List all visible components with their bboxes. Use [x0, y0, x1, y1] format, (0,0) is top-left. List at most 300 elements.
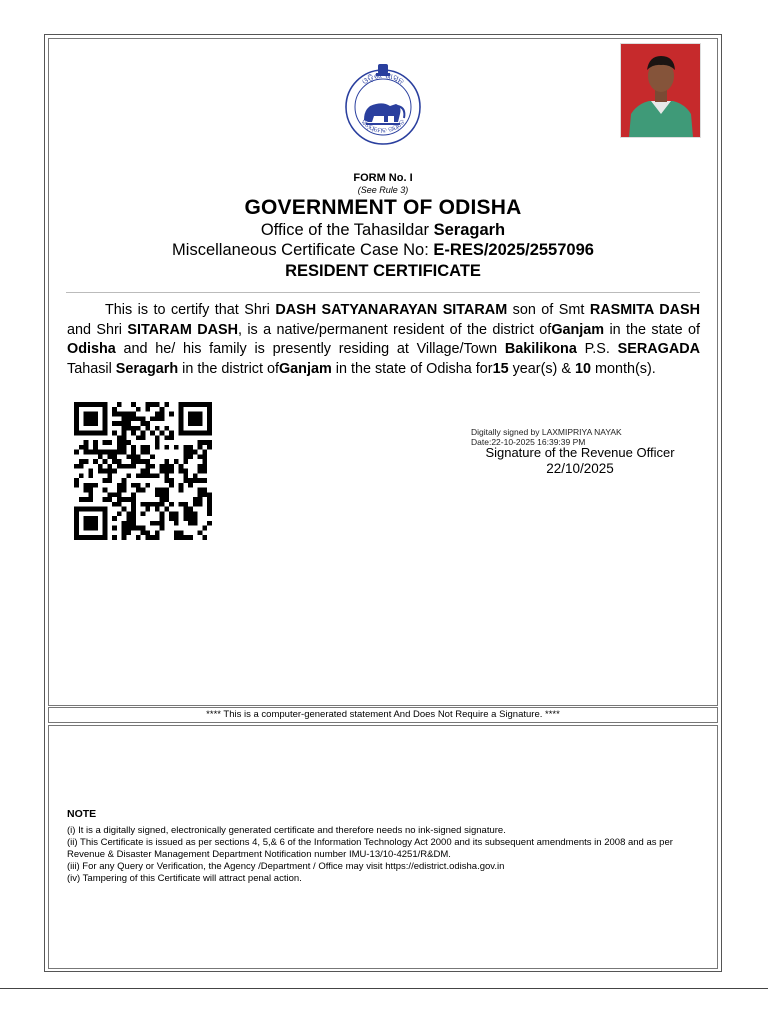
qr-module — [141, 511, 146, 516]
qr-module — [136, 416, 141, 421]
qr-module — [183, 402, 188, 407]
note-item: (i) It is a digitally signed, electronically generated certificate and therefore needs no ink-signed signature. — [67, 825, 506, 836]
qr-module — [103, 450, 108, 455]
qr-module — [160, 464, 165, 469]
qr-module — [131, 459, 136, 464]
qr-module — [88, 473, 93, 478]
qr-module — [126, 473, 131, 478]
qr-module — [202, 431, 207, 436]
signature-label: Signature of the Revenue Officer — [485, 445, 675, 460]
qr-module — [74, 431, 79, 436]
qr-module — [169, 412, 174, 417]
qr-module — [164, 507, 169, 512]
qr-module — [136, 426, 141, 431]
qr-module — [145, 450, 150, 455]
qr-module — [74, 450, 79, 455]
qr-module — [150, 464, 155, 469]
qr-module — [88, 469, 93, 474]
qr-module — [198, 402, 203, 407]
qr-module — [160, 497, 165, 502]
qr-module — [103, 516, 108, 521]
qr-module — [131, 526, 136, 531]
svg-text:ସତ୍ୟମେବ ଜୟତେ — [359, 118, 406, 135]
qr-module — [79, 445, 84, 450]
qr-module — [112, 469, 117, 474]
qr-module — [103, 421, 108, 426]
qr-module — [126, 526, 131, 531]
qr-module — [88, 492, 93, 497]
qr-module — [74, 416, 79, 421]
qr-module — [84, 488, 89, 493]
qr-module — [107, 478, 112, 483]
qr-module — [93, 526, 98, 531]
qr-module — [131, 454, 136, 459]
qr-module — [136, 473, 141, 478]
qr-module — [169, 431, 174, 436]
qr-module — [183, 445, 188, 450]
qr-module — [98, 464, 103, 469]
qr-module — [93, 535, 98, 540]
qr-module — [160, 488, 165, 493]
qr-module — [74, 483, 79, 488]
qr-module — [179, 407, 184, 412]
qr-module — [112, 526, 117, 531]
qr-module — [155, 412, 160, 417]
qr-module — [84, 416, 89, 421]
qr-module — [79, 459, 84, 464]
qr-module — [155, 402, 160, 407]
qr-module — [112, 450, 117, 455]
qr-module — [112, 454, 117, 459]
state-name: Odisha — [67, 341, 116, 357]
qr-module — [160, 526, 165, 531]
qr-module — [122, 426, 127, 431]
qr-module — [117, 412, 122, 417]
qr-module — [141, 421, 146, 426]
qr-module — [141, 445, 146, 450]
note-item: (iv) Tampering of this Certificate will attract penal action. — [67, 873, 302, 884]
qr-module — [103, 526, 108, 531]
qr-module — [74, 426, 79, 431]
qr-module — [198, 416, 203, 421]
qr-module — [112, 502, 117, 507]
qr-module — [179, 416, 184, 421]
qr-module — [145, 502, 150, 507]
qr-module — [103, 459, 108, 464]
qr-module — [93, 416, 98, 421]
qr-module — [160, 502, 165, 507]
qr-module — [164, 478, 169, 483]
qr-module — [107, 454, 112, 459]
qr-module — [93, 516, 98, 521]
header-divider — [66, 292, 700, 293]
qr-module — [193, 511, 198, 516]
qr-module — [117, 421, 122, 426]
qr-module — [193, 521, 198, 526]
qr-module — [145, 402, 150, 407]
body-text: P.S. — [576, 341, 618, 357]
qr-module — [136, 459, 141, 464]
qr-module — [160, 521, 165, 526]
qr-module — [79, 535, 84, 540]
qr-module — [155, 502, 160, 507]
qr-module — [198, 469, 203, 474]
qr-module — [193, 412, 198, 417]
qr-module — [74, 407, 79, 412]
qr-module — [160, 516, 165, 521]
qr-module — [74, 412, 79, 417]
qr-module — [198, 502, 203, 507]
qr-module — [136, 535, 141, 540]
qr-module — [169, 483, 174, 488]
qr-module — [202, 459, 207, 464]
qr-module — [93, 421, 98, 426]
qr-module — [126, 497, 131, 502]
qr-module — [103, 497, 108, 502]
qr-module — [117, 497, 122, 502]
qr-module — [103, 530, 108, 535]
qr-module — [155, 521, 160, 526]
qr-module — [145, 483, 150, 488]
form-number: FORM No. I — [353, 172, 413, 184]
qr-module — [117, 488, 122, 493]
qr-module — [103, 416, 108, 421]
qr-module — [141, 435, 146, 440]
qr-module — [122, 483, 127, 488]
qr-module — [145, 426, 150, 431]
qr-module — [131, 511, 136, 516]
qr-module — [74, 464, 79, 469]
qr-module — [122, 526, 127, 531]
certificate-title: RESIDENT CERTIFICATE — [285, 262, 481, 280]
note-item: (iii) For any Query or Verification, the Agency /Department / Office may visit https://edistrict.odisha.gov.in — [67, 861, 505, 872]
qr-module — [179, 431, 184, 436]
qr-module — [88, 412, 93, 417]
qr-module — [183, 478, 188, 483]
qr-module — [103, 507, 108, 512]
qr-module — [174, 445, 179, 450]
qr-module — [126, 464, 131, 469]
qr-module — [183, 469, 188, 474]
qr-module — [131, 497, 136, 502]
qr-module — [117, 492, 122, 497]
qr-module — [183, 431, 188, 436]
qr-module — [150, 521, 155, 526]
qr-module — [117, 511, 122, 516]
qr-module — [93, 431, 98, 436]
qr-module — [141, 488, 146, 493]
qr-module — [103, 535, 108, 540]
qr-module — [84, 450, 89, 455]
qr-module — [122, 416, 127, 421]
qr-module — [103, 469, 108, 474]
qr-module — [174, 516, 179, 521]
page-bottom-rule — [0, 988, 768, 989]
qr-module — [141, 526, 146, 531]
qr-module — [202, 478, 207, 483]
district-name: Ganjam — [278, 360, 332, 377]
see-rule-text: (See Rule 3) — [357, 185, 409, 195]
qr-module — [131, 502, 136, 507]
qr-module — [131, 516, 136, 521]
qr-module — [126, 412, 131, 417]
qr-module — [131, 431, 136, 436]
qr-module — [136, 483, 141, 488]
note-list — [67, 825, 707, 885]
qr-module — [126, 530, 131, 535]
qr-module — [207, 507, 212, 512]
qr-module — [207, 407, 212, 412]
qr-module — [122, 535, 127, 540]
qr-module — [141, 450, 146, 455]
qr-module — [84, 421, 89, 426]
qr-module — [160, 469, 165, 474]
body-text: Tahasil — [67, 360, 116, 377]
qr-module — [84, 497, 89, 502]
police-station: SERAGADA — [617, 341, 700, 357]
qr-module — [188, 450, 193, 455]
qr-module — [141, 459, 146, 464]
qr-module — [88, 488, 93, 493]
qr-module — [88, 402, 93, 407]
qr-module — [155, 445, 160, 450]
qr-module — [141, 473, 146, 478]
qr-module — [169, 464, 174, 469]
qr-module — [202, 402, 207, 407]
qr-module — [112, 535, 117, 540]
digital-signed-date: Date:22-10-2025 16:39:39 PM — [471, 437, 586, 447]
qr-module — [160, 407, 165, 412]
qr-module — [93, 445, 98, 450]
qr-module — [84, 445, 89, 450]
qr-module — [93, 521, 98, 526]
office-name: Seragarh — [433, 221, 506, 239]
qr-module — [150, 473, 155, 478]
qr-module — [207, 521, 212, 526]
qr-module — [179, 464, 184, 469]
qr-module — [179, 483, 184, 488]
qr-module — [202, 440, 207, 445]
qr-module — [164, 445, 169, 450]
qr-module — [188, 516, 193, 521]
qr-module — [150, 535, 155, 540]
qr-module — [74, 402, 79, 407]
qr-module — [98, 450, 103, 455]
case-number: E-RES/2025/2557096 — [433, 241, 594, 259]
qr-module — [88, 516, 93, 521]
qr-module — [207, 497, 212, 502]
qr-module — [88, 483, 93, 488]
qr-module — [155, 488, 160, 493]
qr-module — [169, 516, 174, 521]
applicant-name: DASH SATYANARAYAN SITARAM — [275, 302, 508, 318]
body-text: son of Smt — [507, 302, 590, 318]
qr-module — [93, 412, 98, 417]
qr-module — [141, 431, 146, 436]
qr-module — [88, 497, 93, 502]
qr-module — [98, 431, 103, 436]
qr-module — [74, 530, 79, 535]
qr-module — [179, 412, 184, 417]
qr-module — [145, 469, 150, 474]
verification-qr-code — [70, 402, 216, 540]
qr-module — [74, 526, 79, 531]
qr-module — [131, 445, 136, 450]
qr-module — [117, 459, 122, 464]
qr-module — [183, 450, 188, 455]
government-heading: GOVERNMENT OF ODISHA — [244, 196, 522, 219]
qr-module — [207, 402, 212, 407]
qr-module — [183, 511, 188, 516]
qr-module — [122, 530, 127, 535]
body-text: in the state of — [604, 321, 700, 338]
qr-module — [164, 402, 169, 407]
qr-module — [193, 421, 198, 426]
qr-module — [103, 402, 108, 407]
qr-module — [193, 478, 198, 483]
qr-module — [122, 464, 127, 469]
qr-module — [198, 431, 203, 436]
qr-module — [84, 526, 89, 531]
qr-module — [198, 497, 203, 502]
qr-module — [174, 459, 179, 464]
qr-module — [74, 511, 79, 516]
qr-module — [202, 450, 207, 455]
qr-module — [88, 450, 93, 455]
qr-module — [88, 421, 93, 426]
qr-module — [84, 459, 89, 464]
computer-generated-statement: **** This is a computer-generated statement And Does Not Require a Signature. **** — [206, 709, 560, 720]
qr-module — [131, 416, 136, 421]
qr-module — [183, 516, 188, 521]
years-count: 15 — [492, 360, 509, 377]
qr-module — [131, 402, 136, 407]
qr-module — [198, 412, 203, 417]
qr-module — [169, 511, 174, 516]
qr-module — [141, 469, 146, 474]
qr-module — [131, 412, 136, 417]
qr-module — [193, 497, 198, 502]
qr-module — [122, 440, 127, 445]
qr-module — [179, 488, 184, 493]
qr-module — [145, 459, 150, 464]
qr-module — [88, 526, 93, 531]
qr-module — [150, 502, 155, 507]
father-name: SITARAM DASH — [127, 321, 238, 338]
body-text: in the district of — [178, 360, 279, 377]
qr-module — [98, 535, 103, 540]
qr-module — [117, 502, 122, 507]
qr-module — [155, 535, 160, 540]
body-text: and he/ his family is presently residing at Village/Town — [115, 341, 505, 357]
qr-module — [155, 426, 160, 431]
qr-module — [183, 473, 188, 478]
qr-module — [164, 469, 169, 474]
qr-module — [136, 454, 141, 459]
qr-module — [207, 421, 212, 426]
qr-module — [98, 469, 103, 474]
qr-module — [174, 530, 179, 535]
qr-module — [193, 516, 198, 521]
qr-module — [107, 492, 112, 497]
qr-module — [145, 407, 150, 412]
qr-module — [103, 488, 108, 493]
qr-module — [136, 526, 141, 531]
digital-signature-stamp — [471, 427, 622, 447]
applicant-photo — [620, 43, 701, 138]
qr-module — [164, 492, 169, 497]
qr-module — [131, 521, 136, 526]
qr-module — [198, 478, 203, 483]
qr-module — [117, 483, 122, 488]
qr-module — [164, 464, 169, 469]
qr-module — [179, 469, 184, 474]
qr-module — [131, 507, 136, 512]
qr-module — [202, 464, 207, 469]
qr-module — [74, 535, 79, 540]
qr-module — [131, 492, 136, 497]
qr-module — [164, 435, 169, 440]
qr-module — [122, 497, 127, 502]
body-text: This is to certify that Shri — [105, 302, 276, 318]
qr-module — [145, 530, 150, 535]
qr-module — [98, 402, 103, 407]
qr-module — [188, 402, 193, 407]
qr-module — [84, 402, 89, 407]
qr-module — [155, 530, 160, 535]
body-text: month(s). — [590, 360, 656, 377]
qr-module — [145, 445, 150, 450]
qr-module — [155, 473, 160, 478]
qr-module — [103, 407, 108, 412]
qr-module — [74, 421, 79, 426]
qr-module — [122, 450, 127, 455]
qr-module — [117, 435, 122, 440]
qr-module — [141, 530, 146, 535]
qr-module — [93, 507, 98, 512]
qr-module — [150, 402, 155, 407]
qr-module — [117, 445, 122, 450]
qr-module — [126, 440, 131, 445]
qr-module — [131, 426, 136, 431]
qr-module — [155, 440, 160, 445]
qr-module — [131, 464, 136, 469]
qr-module — [112, 516, 117, 521]
qr-module — [207, 492, 212, 497]
qr-module — [122, 431, 127, 436]
qr-module — [103, 440, 108, 445]
qr-module — [188, 483, 193, 488]
qr-module — [107, 497, 112, 502]
qr-module — [160, 511, 165, 516]
qr-module — [107, 469, 112, 474]
months-count: 10 — [574, 360, 591, 377]
qr-module — [193, 416, 198, 421]
qr-module — [179, 421, 184, 426]
qr-module — [103, 426, 108, 431]
body-text: year(s) & — [508, 360, 575, 377]
qr-module — [193, 450, 198, 455]
qr-module — [188, 478, 193, 483]
qr-module — [164, 459, 169, 464]
qr-module — [103, 521, 108, 526]
qr-module — [207, 416, 212, 421]
qr-module — [179, 402, 184, 407]
district-name: Ganjam — [551, 321, 605, 338]
qr-module — [183, 454, 188, 459]
qr-module — [117, 440, 122, 445]
qr-module — [155, 435, 160, 440]
